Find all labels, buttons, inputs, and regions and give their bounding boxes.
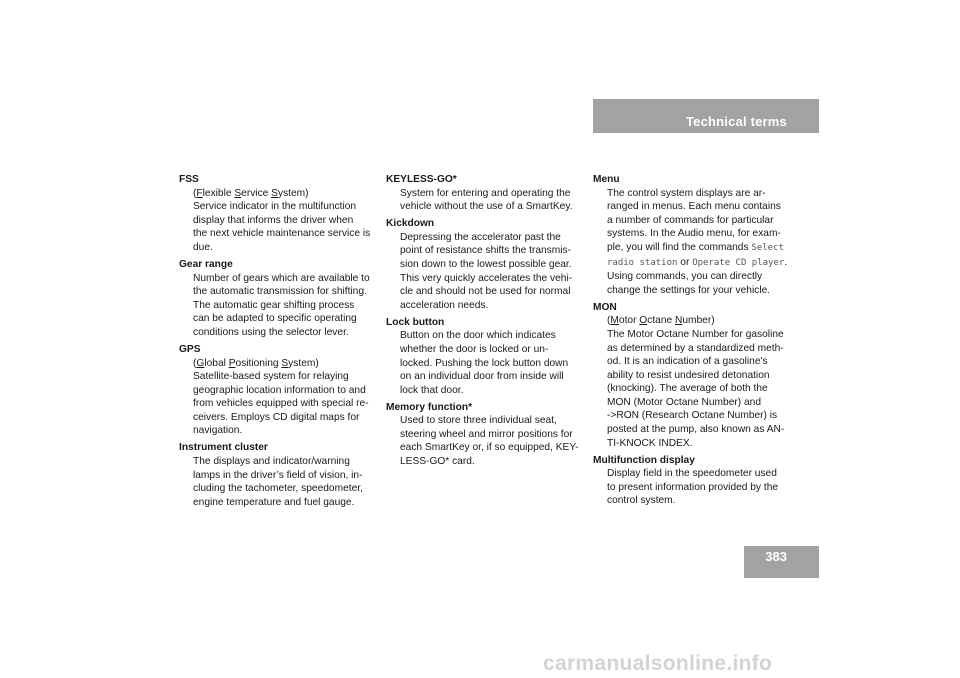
- glossary-definition: [386, 231, 582, 313]
- glossary-definition: [593, 467, 797, 508]
- definition-line: [193, 411, 379, 425]
- definition-text: on an individual door from inside will: [400, 371, 564, 383]
- definition-line: [607, 396, 797, 410]
- definition-text: control system.: [607, 495, 676, 507]
- definition-line: [193, 482, 379, 496]
- definition-text: posted at the pump, also known as AN-: [607, 424, 785, 436]
- definition-line: [193, 285, 379, 299]
- definition-text: ceivers. Employs CD digital maps for: [193, 411, 360, 423]
- definition-text: the next vehicle maintenance service is: [193, 228, 371, 240]
- definition-line: [400, 285, 582, 299]
- definition-line: [400, 231, 582, 245]
- definition-line: [193, 469, 379, 483]
- definition-text: ctane: [647, 315, 675, 327]
- definition-text: the automatic transmission for shifting.: [193, 286, 367, 298]
- definition-line: [607, 382, 797, 396]
- definition-line: [607, 241, 797, 256]
- definition-text: steering wheel and mirror positions for: [400, 428, 573, 440]
- definition-text: can be adapted to specific operating: [193, 313, 357, 325]
- definition-line: [607, 328, 797, 342]
- glossary-entry: [179, 343, 379, 438]
- glossary-entry: [593, 454, 797, 508]
- definition-text: display that informs the driver when: [193, 214, 354, 226]
- definition-line: [607, 256, 797, 271]
- definition-line: [400, 200, 582, 214]
- definition-line: [607, 314, 797, 328]
- glossary-definition: [386, 187, 582, 214]
- definition-text: F: [196, 187, 203, 199]
- glossary-term: Multifunction display: [593, 454, 695, 466]
- glossary-definition: [179, 272, 379, 340]
- glossary-column-1: [179, 173, 379, 513]
- definition-line: [607, 214, 797, 228]
- definition-line: [193, 496, 379, 510]
- definition-text: ervice: [241, 187, 272, 199]
- definition-text: M: [610, 315, 619, 327]
- definition-text: whether the door is locked or un-: [400, 343, 549, 355]
- definition-text: System for entering and operating the: [400, 187, 571, 199]
- glossary-entry: [179, 258, 379, 340]
- definition-line: [193, 214, 379, 228]
- definition-line: [400, 272, 582, 286]
- glossary-entry: [593, 173, 797, 297]
- definition-text: Satellite-based system for relaying: [193, 371, 349, 383]
- definition-line: [400, 258, 582, 272]
- glossary-entry: [386, 217, 582, 312]
- page-number-tab: [744, 546, 819, 578]
- glossary-definition: [179, 187, 379, 255]
- definition-line: [193, 455, 379, 469]
- definition-line: [400, 455, 582, 469]
- definition-line: [193, 397, 379, 411]
- definition-line: [400, 441, 582, 455]
- glossary-term: Menu: [593, 174, 620, 185]
- definition-text: geographic location information to and: [193, 384, 366, 396]
- definition-text: each SmartKey or, if so equipped, KEY-: [400, 442, 579, 454]
- glossary-column-2: [386, 173, 582, 472]
- glossary-definition: [593, 187, 797, 298]
- definition-text: (: [193, 187, 197, 199]
- definition-line: [607, 437, 797, 451]
- definition-text: ositioning: [235, 357, 282, 369]
- definition-line: [400, 329, 582, 343]
- glossary-definition: [386, 329, 582, 397]
- definition-line: [193, 272, 379, 286]
- definition-text: S: [234, 187, 242, 199]
- definition-text: P: [228, 357, 236, 369]
- definition-text: ranged in menus. Each menu contains: [607, 201, 781, 213]
- glossary-definition: [179, 357, 379, 439]
- definition-line: [607, 200, 797, 214]
- glossary-term: FSS: [179, 174, 199, 185]
- glossary-term: KEYLESS-GO*: [386, 174, 457, 185]
- definition-text: lobal: [204, 357, 229, 369]
- section-title: Technical terms: [685, 114, 787, 129]
- definition-text: ple, you will find the commands: [607, 241, 752, 253]
- definition-line: [607, 342, 797, 356]
- definition-line: [193, 227, 379, 241]
- definition-text: point of resistance shifts the transmis-: [400, 245, 571, 257]
- definition-text: G: [196, 357, 205, 369]
- glossary-definition: [179, 455, 379, 509]
- definition-line: [400, 357, 582, 371]
- definition-line: [607, 270, 797, 284]
- definition-line: [193, 187, 379, 201]
- definition-line: [400, 370, 582, 384]
- definition-text: (: [193, 357, 197, 369]
- glossary-term: Memory function*: [386, 401, 473, 413]
- glossary-definition: [386, 414, 582, 468]
- definition-text: a number of commands for particular: [607, 214, 774, 226]
- definition-line: [400, 428, 582, 442]
- definition-text: lamps in the driver’s field of vision, in-: [193, 469, 363, 481]
- definition-text: (: [607, 315, 611, 327]
- definition-text: Service indicator in the multifunction: [193, 201, 357, 213]
- glossary-term: Gear range: [179, 258, 233, 270]
- definition-text: ability to resist undesired detonation: [607, 369, 770, 381]
- definition-text: Used to store three individual seat,: [400, 415, 557, 427]
- definition-text: Depressing the accelerator past the: [400, 231, 561, 243]
- definition-text: vehicle without the use of a SmartKey.: [400, 201, 573, 213]
- definition-line: [193, 424, 379, 438]
- definition-text: lock that door.: [400, 384, 464, 396]
- glossary-entry: [386, 316, 582, 398]
- definition-text: (knocking). The average of both the: [607, 383, 768, 395]
- definition-text: conditions using the selector lever.: [193, 326, 349, 338]
- section-header-tab: [593, 99, 819, 133]
- definition-line: [607, 494, 797, 508]
- glossary-term: Kickdown: [386, 218, 435, 230]
- definition-text: as determined by a standardized meth-: [607, 342, 784, 354]
- definition-line: [607, 481, 797, 495]
- definition-line: [607, 284, 797, 298]
- definition-text: ystem): [288, 357, 319, 369]
- definition-text: The displays and indicator/warning: [193, 456, 350, 468]
- definition-text: or: [677, 256, 693, 268]
- definition-text: N: [675, 315, 683, 327]
- command-text: Operate CD player: [692, 257, 785, 268]
- definition-line: [193, 384, 379, 398]
- definition-text: ->RON (Research Octane Number) is: [607, 410, 778, 422]
- definition-line: [607, 423, 797, 437]
- definition-line: [607, 355, 797, 369]
- definition-text: The Motor Octane Number for gasoline: [607, 328, 784, 340]
- definition-line: [607, 409, 797, 423]
- definition-text: cluding the tachometer, speedometer,: [193, 483, 363, 495]
- glossary-entry: [386, 173, 582, 214]
- definition-text: MON (Motor Octane Number) and: [607, 396, 761, 408]
- definition-line: [400, 187, 582, 201]
- watermark-text: carmanualsonline.info: [543, 652, 773, 675]
- definition-text: LESS-GO* card.: [400, 456, 475, 468]
- glossary-column-3: [593, 173, 797, 511]
- definition-line: [193, 299, 379, 313]
- definition-text: locked. Pushing the lock button down: [400, 357, 569, 369]
- page-number: 383: [765, 549, 787, 564]
- definition-text: cle and should not be used for normal: [400, 286, 571, 298]
- definition-line: [400, 244, 582, 258]
- definition-line: [607, 369, 797, 383]
- definition-line: [400, 384, 582, 398]
- definition-line: [193, 312, 379, 326]
- definition-text: Button on the door which indicates: [400, 330, 556, 342]
- definition-line: [193, 357, 379, 371]
- glossary-definition: [593, 314, 797, 450]
- definition-text: lexible: [202, 187, 235, 199]
- command-text: radio station: [607, 257, 678, 268]
- definition-line: [193, 326, 379, 340]
- glossary-term: Lock button: [386, 316, 445, 328]
- glossary-entry: [179, 173, 379, 255]
- definition-text: from vehicles equipped with special re-: [193, 398, 369, 410]
- definition-text: Number of gears which are available to: [193, 272, 370, 284]
- definition-text: acceleration needs.: [400, 299, 489, 311]
- definition-text: Display field in the speedometer used: [607, 468, 777, 480]
- definition-line: [193, 200, 379, 214]
- definition-text: TI-KNOCK INDEX.: [607, 437, 693, 449]
- definition-text: sion down to the lowest possible gear.: [400, 258, 572, 270]
- glossary-entry: [386, 401, 582, 469]
- definition-text: O: [639, 315, 648, 327]
- definition-text: This very quickly accelerates the vehi-: [400, 272, 573, 284]
- definition-line: [400, 299, 582, 313]
- definition-text: systems. In the Audio menu, for exam-: [607, 228, 781, 240]
- definition-text: S: [271, 187, 278, 199]
- definition-line: [607, 467, 797, 481]
- definition-text: S: [281, 357, 289, 369]
- command-text: Select: [751, 242, 784, 253]
- definition-text: otor: [618, 315, 640, 327]
- definition-line: [400, 343, 582, 357]
- definition-line: [400, 414, 582, 428]
- definition-line: [607, 187, 797, 201]
- glossary-term: MON: [593, 301, 617, 313]
- definition-text: od. It is an indication of a gasoline's: [607, 356, 768, 368]
- glossary-entry: [593, 301, 797, 451]
- definition-text: navigation.: [193, 425, 243, 437]
- definition-text: umber): [682, 315, 715, 327]
- glossary-term: GPS: [179, 343, 201, 355]
- definition-text: due.: [193, 241, 213, 253]
- definition-line: [607, 227, 797, 241]
- definition-text: change the settings for your vehicle.: [607, 284, 771, 296]
- definition-text: to present information provided by the: [607, 481, 779, 493]
- definition-text: .: [784, 256, 788, 268]
- definition-line: [193, 241, 379, 255]
- definition-text: Using commands, you can directly: [607, 271, 763, 283]
- definition-line: [193, 370, 379, 384]
- glossary-entry: [179, 441, 379, 509]
- glossary-term: Instrument cluster: [179, 442, 268, 454]
- definition-text: The control system displays are ar-: [607, 187, 766, 199]
- definition-text: The automatic gear shifting process: [193, 299, 355, 311]
- definition-text: engine temperature and fuel gauge.: [193, 496, 355, 508]
- definition-text: ystem): [277, 187, 309, 199]
